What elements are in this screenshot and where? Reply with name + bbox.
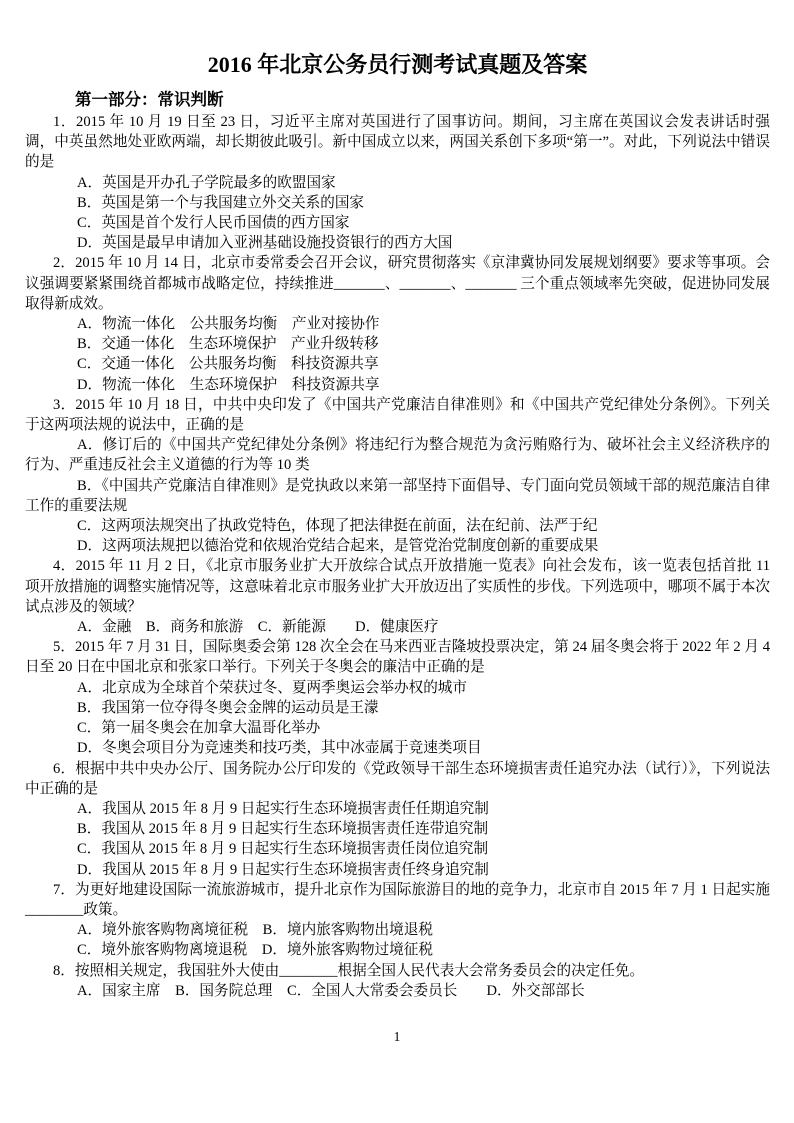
question-6-option-c: C．我国从 2015 年 8 月 9 日起实行生态环境损害责任岗位追究制 (77, 841, 489, 858)
question-8-stem: 8．按照相关规定，我国驻外大使由________根据全国人民代表大会常务委员会的决定任免。 (53, 962, 645, 979)
question-6-option-a: A．我国从 2015 年 8 月 9 日起实行生态环境损害责任任期追究制 (77, 800, 489, 817)
question-4-stem: 4．2015 年 11 月 2 日，《北京市服务业扩大开放综合试点开放措施一览表》向社会发布，该一览表包括首批 11 项开放措施的调整实施情况等，这意味着北京市服务业扩大开放迈出了实质性的步伐。下列选项中，哪项不属于本次试点涉及的领域？ (25, 558, 770, 615)
question-3-option-a: A．修订后的《中国共产党纪律处分条例》将违纪行为整合规范为贪污贿赂行为、破坏社会主义经济秩序的行为、严重违反社会主义道德的行为等 10 类 (25, 437, 770, 474)
question-5 (25, 637, 770, 758)
question-3 (25, 395, 770, 557)
question-3-option-c: C．这两项法规突出了执政党特色，体现了把法律挺在前面，法在纪前、法严于纪 (77, 518, 598, 535)
question-1 (25, 112, 770, 253)
question-6-stem: 6．根据中共中央办公厅、国务院办公厅印发的《党政领导干部生态环境损害责任追究办法（试行）》，下列说法中正确的是 (25, 760, 770, 797)
question-7-stem: 7．为更好地建设国际一流旅游城市，提升北京作为国际旅游目的地的竞争力，北京市自 2015 年 7 月 1 日起实施________政策。 (25, 881, 770, 918)
question-2-option-b: B．交通一体化 生态环境保护 产业升级转移 (77, 336, 379, 353)
question-8-options-row: A．国家主席 B．国务院总理 C．全国人大常委会委员长 D．外交部部长 (77, 982, 585, 999)
question-5-stem: 5．2015 年 7 月 31 日，国际奥委会第 128 次全会在马来西亚吉隆坡投票决定，第 24 届冬奥会将于 2022 年 2 月 4 日至 20 日在中国北京和张家口举行。下列关于冬奥会的廉洁中正确的是 (25, 639, 770, 676)
question-3-option-b: B．《中国共产党廉洁自律准则》是党执政以来第一部坚持下面倡导、专门面向党员领域干部的规范廉洁自律工作的重要法规 (25, 477, 770, 514)
question-8 (25, 961, 770, 1001)
question-1-option-a: A．英国是开办孔子学院最多的欧盟国家 (77, 174, 336, 191)
question-2-option-d: D．物流一体化 生态环境保护 科技资源共享 (77, 376, 380, 393)
question-6-option-b: B．我国从 2015 年 8 月 9 日起实行生态环境损害责任连带追究制 (77, 821, 489, 838)
question-5-option-d: D．冬奥会项目分为竞速类和技巧类，其中冰壶属于竞速类项目 (77, 740, 482, 757)
page-title: 2016 年北京公务员行测考试真题及答案 (207, 52, 588, 77)
question-4 (25, 556, 770, 637)
question-5-option-a: A．北京成为全球首个荣获过冬、夏两季奥运会举办权的城市 (77, 679, 467, 696)
question-2-option-a: A．物流一体化 公共服务均衡 产业对接协作 (77, 316, 380, 333)
document-content (25, 50, 770, 1001)
page-number: 1 (393, 1029, 401, 1044)
question-4-options-row: A．金融 B．商务和旅游 C．新能源 D．健康医疗 (77, 619, 439, 636)
question-2-stem: 2．2015 年 10 月 14 日，北京市委常委会召开会议，研究贯彻落实《京津冀协同发展规划纲要》要求等事项。会议强调要紧紧围绕首都城市战略定位，持续推进_______、_______、_______ 三个重点领域率先突破，促进协同发展取得新成效。 (25, 255, 770, 312)
question-2-option-c: C．交通一体化 公共服务均衡 科技资源共享 (77, 356, 379, 373)
question-3-option-d: D．这两项法规把以德治党和依规治党结合起来，是管党治党制度创新的重要成果 (77, 538, 599, 555)
question-7 (25, 880, 770, 961)
question-5-option-c: C．第一届冬奥会在加拿大温哥化举办 (77, 720, 321, 737)
question-6 (25, 759, 770, 880)
question-5-option-b: B．我国第一位夺得冬奥会金牌的运动员是王濛 (77, 699, 379, 716)
question-1-stem: 1．2015 年 10 月 19 日至 23 日，习近平主席对英国进行了国事访问。期间，习主席在英国议会发表讲话时强调，中英虽然地处亚欧两端，却长期彼此吸引。新中国成立以来，两国关系创下多项“第一”。对此，下列说法中错误的是 (25, 114, 770, 171)
question-1-option-c: C．英国是首个发行人民币国债的西方国家 (77, 215, 350, 232)
question-1-option-b: B．英国是第一个与我国建立外交关系的国家 (77, 194, 365, 211)
question-2 (25, 253, 770, 394)
section-heading: 第一部分：常识判断 (75, 90, 224, 109)
question-7-options-row-1: A．境外旅客购物离境征税 B．境内旅客购物出境退税 (77, 922, 433, 939)
question-6-option-d: D．我国从 2015 年 8 月 9 日起实行生态环境损害责任终身追究制 (77, 861, 489, 878)
question-1-option-d: D．英国是最早申请加入亚洲基础设施投资银行的西方大国 (77, 235, 453, 252)
question-7-options-row-2: C．境外旅客购物离境退税 D．境外旅客购物过境征税 (77, 942, 433, 959)
question-3-stem: 3．2015 年 10 月 18 日，中共中央印发了《中国共产党廉洁自律准则》和《中国共产党纪律处分条例》。下列关于这两项法规的说法中，正确的是 (25, 396, 770, 434)
